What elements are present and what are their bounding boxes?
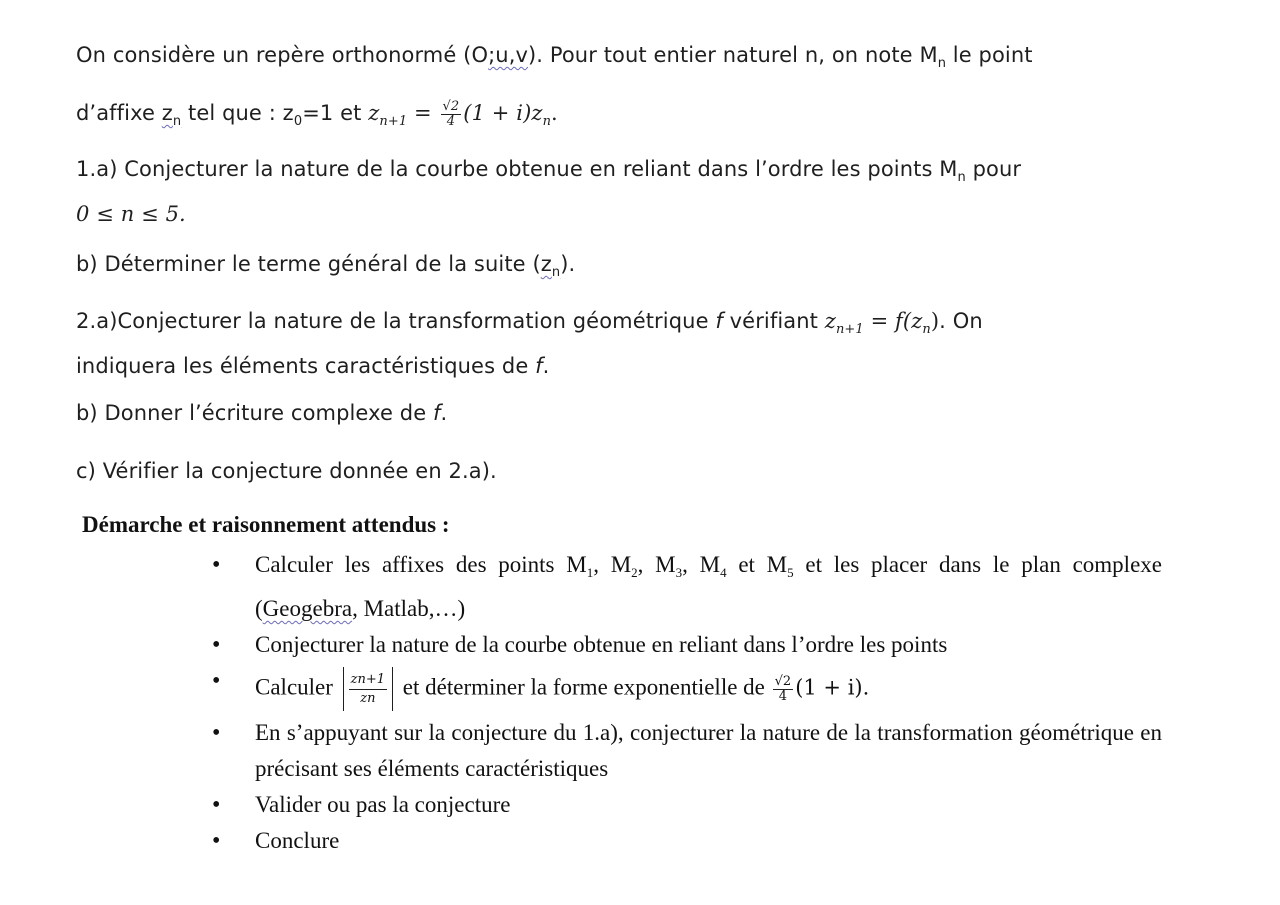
item-text: , M (593, 552, 632, 577)
fraction-denominator: 4 (778, 688, 788, 704)
formula-lhs: z (824, 309, 836, 333)
sequence-letter: z (540, 252, 552, 276)
formula-lhs-sub: n+1 (379, 114, 408, 129)
list-item (210, 787, 1162, 823)
recurrence-formula (368, 99, 558, 129)
formula-end: . (551, 101, 558, 125)
formula-rhs-sub: n (542, 114, 552, 129)
question-2b (76, 395, 1176, 432)
function-f: f (433, 401, 441, 425)
list-item (210, 823, 1162, 859)
formula-fraction (441, 100, 462, 129)
intro-basis: ;u,v (488, 43, 528, 67)
list-item (210, 715, 1162, 787)
question-text: b) Déterminer le terme général de la suite ( (76, 252, 541, 276)
exp-fraction (773, 675, 794, 704)
item-text: et déterminer la forme exponentielle de (397, 674, 771, 700)
item-sub: 3 (675, 565, 683, 580)
transform-formula (824, 309, 940, 337)
fraction-denominator: 4 (446, 114, 456, 129)
question-text: ). (560, 252, 576, 276)
function-f: f (715, 309, 723, 333)
question-subscript: n (957, 170, 966, 185)
item-text: , Matlab,…) (352, 596, 466, 621)
item-text: , M (637, 552, 676, 577)
item-text: Calculer (255, 674, 339, 700)
question-1b (76, 246, 1176, 291)
item-text: Conclure (255, 828, 340, 853)
list-item (210, 547, 1162, 627)
intro-zn-sub: n (172, 114, 182, 129)
question-text: . On (939, 309, 983, 333)
intro-text: d’affixe (76, 101, 162, 125)
question-text: pour (965, 157, 1022, 181)
question-1a (76, 151, 1176, 233)
question-text: 1.a) Conjecturer la nature de la courbe obtenue en reliant dans l’ordre les points M (76, 157, 958, 181)
fraction-numerator: √2 (442, 99, 460, 114)
intro-subscript: n (937, 56, 947, 71)
question-text: . (440, 401, 448, 425)
item-math: (1 + i). (795, 675, 870, 700)
intro-text: tel que : z (181, 101, 294, 125)
list-item (210, 627, 1162, 663)
item-sub: 5 (787, 565, 794, 580)
question-text: b) Donner l’écriture complexe de (76, 401, 433, 425)
item-text: et M (726, 552, 788, 577)
intro-text: le point (946, 43, 1033, 67)
item-text: Conjecturer la nature de la courbe obtenue en reliant dans l’ordre les points (255, 632, 948, 657)
list-item (210, 663, 1162, 715)
item-text: En s’appuyant sur la conjecture du 1.a), conjecturer la nature de la transformation géométrique en précisant ses éléments caractéristiques (255, 720, 1162, 781)
intro-zn (161, 101, 182, 129)
intro-line-2 (76, 95, 1176, 140)
question-1a-range: 0 ≤ n ≤ 5. (76, 202, 186, 226)
intro-text: =1 et (302, 101, 369, 125)
item-text: Valider ou pas la conjecture (255, 792, 511, 817)
item-sub: 4 (720, 565, 727, 580)
approach-title: Démarche et raisonnement attendus : (82, 512, 450, 537)
question-text: 2.a)Conjecturer la nature de la transformation géométrique (76, 309, 716, 333)
ratio-fraction (349, 671, 387, 708)
formula-end: ) (930, 309, 940, 333)
formula-rhs-sub: n (922, 322, 931, 337)
fraction-numerator: √2 (774, 673, 792, 689)
intro-z0-sub: 0 (293, 114, 303, 129)
question-text: vérifiant (722, 309, 825, 333)
item-text: et les placer dans le plan complexe ( (255, 552, 1162, 621)
ratio-modulus (343, 667, 393, 711)
intro-zn-letter: z (161, 101, 173, 125)
question-2a-line-1 (76, 303, 1176, 348)
sequence-sub: n (551, 265, 561, 280)
question-text: c) Vérifier la conjecture donnée en 2.a). (76, 459, 497, 483)
item-text: , M (682, 552, 721, 577)
intro-line-1 (76, 37, 1176, 82)
ratio-numerator: zn+1 (349, 671, 387, 690)
function-f: f (535, 354, 543, 378)
sequence-zn (540, 252, 561, 280)
formula-rhs: = f(z (863, 309, 923, 333)
question-text: indiquera les éléments caractéristiques de (76, 354, 536, 378)
question-2c (76, 453, 1176, 490)
question-2a (76, 303, 1176, 385)
item-geogebra: Geogebra (262, 596, 353, 621)
item-sub: 2 (631, 565, 638, 580)
intro-text: On considère un repère orthonormé ( (76, 43, 472, 67)
formula-eq: = (407, 101, 439, 125)
formula-lhs-sub: n+1 (835, 322, 864, 337)
question-text: . (542, 354, 550, 378)
intro-paragraph (76, 37, 1176, 140)
approach-list (210, 547, 1162, 859)
intro-text: ). Pour tout entier naturel n, on note M (528, 43, 938, 67)
item-text: Calculer les affixes des points M (255, 552, 587, 577)
item-sub: 1 (586, 565, 594, 580)
intro-origin: O (471, 43, 489, 67)
formula-lhs: z (368, 101, 380, 125)
question-2a-line-2 (76, 348, 1176, 385)
question-1a-line-1 (76, 151, 1176, 196)
formula-rhs: (1 + i)z (463, 101, 543, 125)
ratio-denominator: zn (360, 690, 376, 706)
